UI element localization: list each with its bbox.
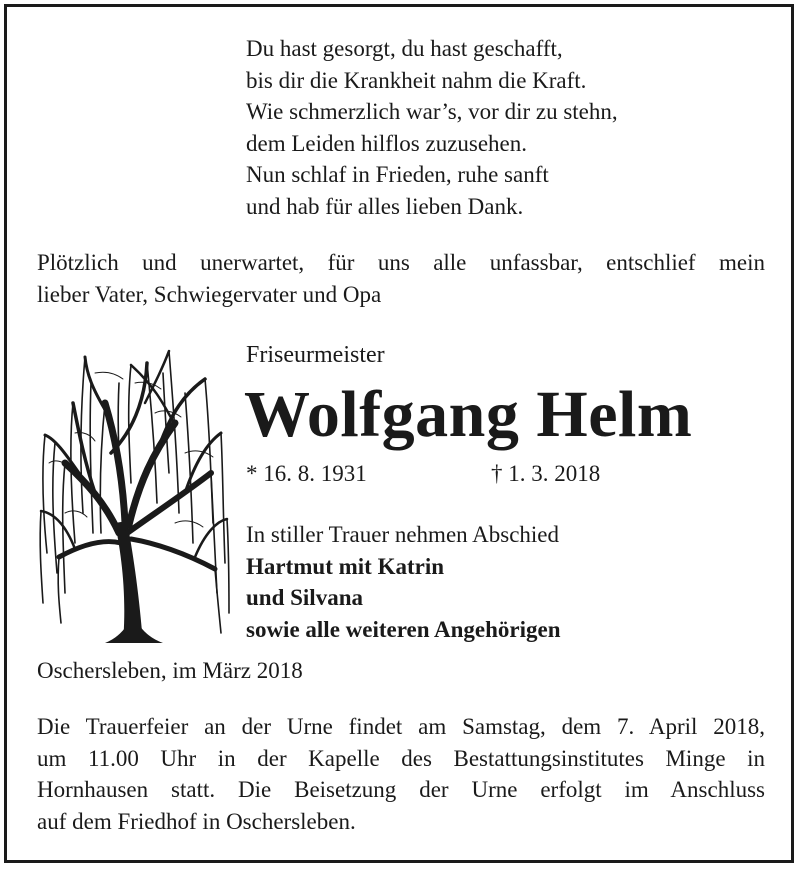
tree-icon — [35, 343, 231, 655]
funeral-line: Hornhausen statt. Die Beisetzung der Urne erfolgt im Anschluss — [37, 777, 765, 802]
poem-line: Du hast gesorgt, du hast geschafft, — [246, 36, 563, 61]
mourners — [246, 519, 561, 645]
poem-line: Nun schlaf in Frieden, ruhe sanft — [246, 162, 549, 187]
poem-line: und hab für alles lieben Dank. — [246, 193, 524, 219]
death-date: † 1. 3. 2018 — [491, 461, 601, 486]
funeral-info — [37, 711, 765, 837]
intro-line: Plötzlich und unerwartet, für uns alle unfassbar, entschlief mein — [37, 250, 765, 275]
funeral-line: Die Trauerfeier an der Urne findet am Samstag, dem 7. April 2018, — [37, 714, 765, 739]
birth-date: * 16. 8. 1931 — [246, 461, 367, 486]
deceased-profession: Friseurmeister — [246, 342, 385, 368]
deceased-name: Wolfgang Helm — [244, 378, 693, 451]
poem-line: dem Leiden hilflos zuzusehen. — [246, 130, 528, 156]
poem — [246, 33, 618, 222]
funeral-line: um 11.00 Uhr in der Kapelle des Bestattungsinstitutes Minge in — [37, 745, 765, 771]
intro-line: lieber Vater, Schwiegervater und Opa — [37, 282, 382, 307]
poem-line: bis dir die Krankheit nahm die Kraft. — [246, 67, 587, 93]
funeral-line: auf dem Friedhof in Oschersleben. — [37, 808, 356, 834]
poem-line: Wie schmerzlich war’s, vor dir zu stehn, — [246, 99, 618, 124]
place-date: Oschersleben, im März 2018 — [37, 658, 303, 683]
mourner-line: und Silvana — [246, 585, 363, 610]
mourners-intro: In stiller Trauer nehmen Abschied — [246, 522, 560, 547]
intro-text — [37, 247, 765, 311]
obituary-notice — [4, 4, 794, 863]
mourner-line: Hartmut mit Katrin — [246, 553, 445, 579]
mourner-line: sowie alle weiteren Angehörigen — [246, 616, 561, 642]
